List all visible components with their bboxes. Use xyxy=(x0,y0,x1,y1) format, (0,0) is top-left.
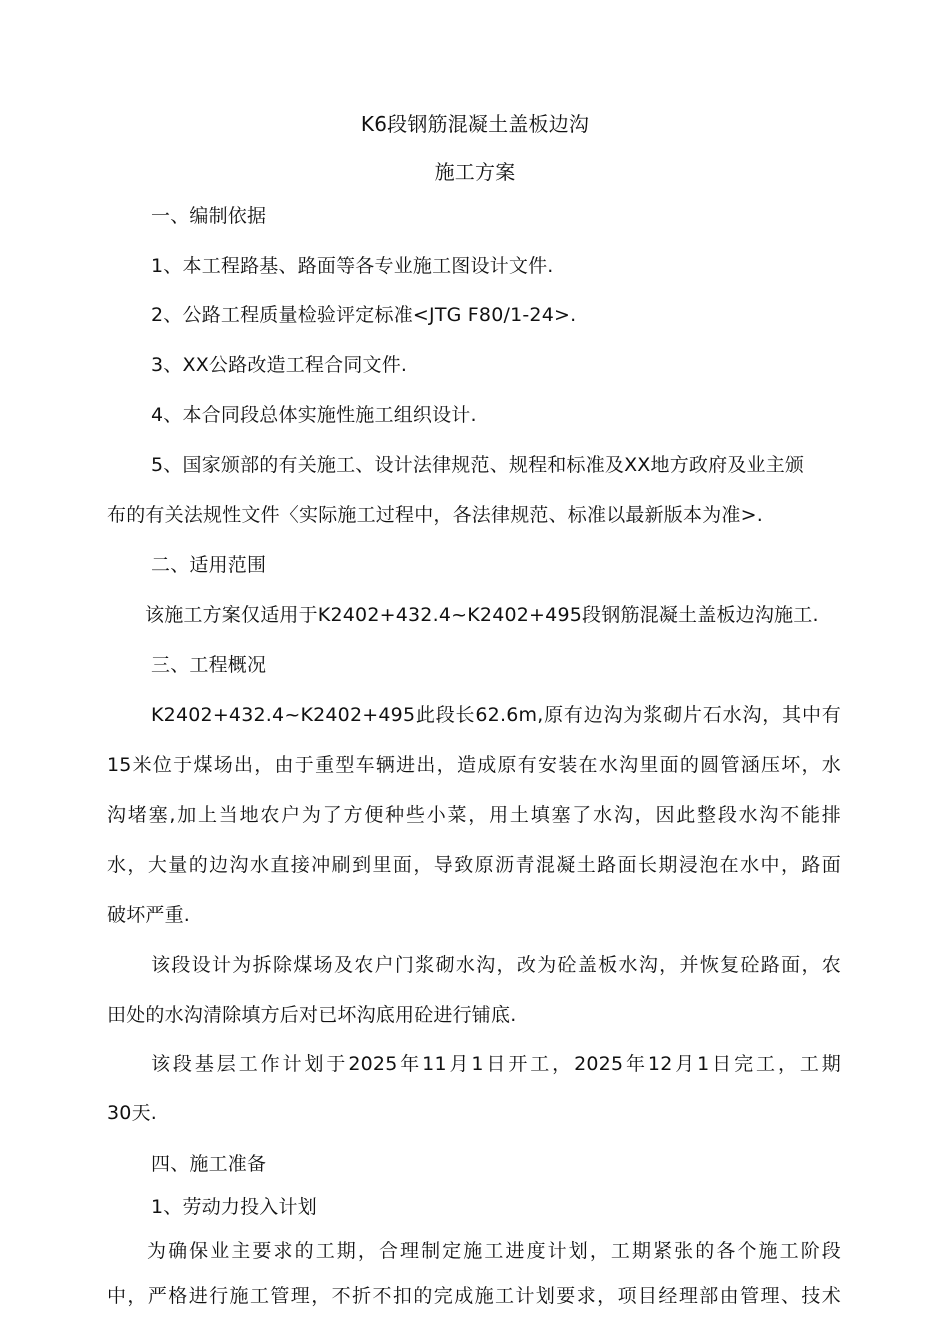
overview-line-1: K2402+432.4~K2402+495此段长62.6m,原有边沟为浆砌片石水沟，其中有 xyxy=(151,704,841,726)
basis-item-5-continued: 布的有关法规性文件〈实际施工过程中，各法律规范、标准以最新版本为准>. xyxy=(107,504,763,526)
schedule-line-1: 该段基层工作计划于2025年11月1日开工，2025年12月1日完工，工期 xyxy=(151,1053,841,1075)
section-heading-scope: 二、适用范围 xyxy=(151,554,267,576)
document-subtitle: 施工方案 xyxy=(434,160,516,184)
section-heading-preparation: 四、施工准备 xyxy=(151,1153,267,1175)
overview-line-3: 沟堵塞,加上当地农户为了方便种些小菜，用土填塞了水沟，因此整段水沟不能排 xyxy=(107,804,841,826)
overview-line-4: 水，大量的边沟水直接冲刷到里面，导致原沥青混凝土路面长期浸泡在水中，路面 xyxy=(107,854,841,876)
section-heading-overview: 三、工程概况 xyxy=(151,654,267,676)
scope-text: 该施工方案仅适用于K2402+432.4~K2402+495段钢筋混凝土盖板边沟施工. xyxy=(145,604,819,626)
overview-line-2: 15米位于煤场出，由于重型车辆进出，造成原有安装在水沟里面的圆管涵压坏，水 xyxy=(107,754,841,776)
section-heading-basis: 一、编制依据 xyxy=(151,205,267,227)
labor-line-2: 中，严格进行施工管理，不折不扣的完成施工计划要求，项目经理部由管理、技术 xyxy=(107,1285,841,1307)
basis-item-2: 2、公路工程质量检验评定标准<JTG F80/1-24>. xyxy=(151,304,577,326)
basis-item-4: 4、本合同段总体实施性施工组织设计. xyxy=(151,404,477,426)
basis-item-1: 1、本工程路基、路面等各专业施工图设计文件. xyxy=(151,255,554,277)
overview-line-5: 破坏严重. xyxy=(107,904,191,926)
labor-line-1: 为确保业主要求的工期，合理制定施工进度计划，工期紧张的各个施工阶段 xyxy=(147,1240,841,1262)
design-line-2: 田处的水沟清除填方后对已坏沟底用砼进行铺底. xyxy=(107,1004,517,1026)
basis-item-3: 3、XX公路改造工程合同文件. xyxy=(151,354,408,376)
preparation-subheading-labor: 1、劳动力投入计划 xyxy=(151,1196,317,1218)
schedule-line-2: 30天. xyxy=(107,1102,158,1124)
document-title: K6段钢筋混凝土盖板边沟 xyxy=(360,112,590,136)
basis-item-5: 5、国家颁部的有关施工、设计法律规范、规程和标准及XX地方政府及业主颁 xyxy=(151,454,805,476)
design-line-1: 该段设计为拆除煤场及农户门浆砌水沟，改为砼盖板水沟，并恢复砼路面，农 xyxy=(151,954,841,976)
